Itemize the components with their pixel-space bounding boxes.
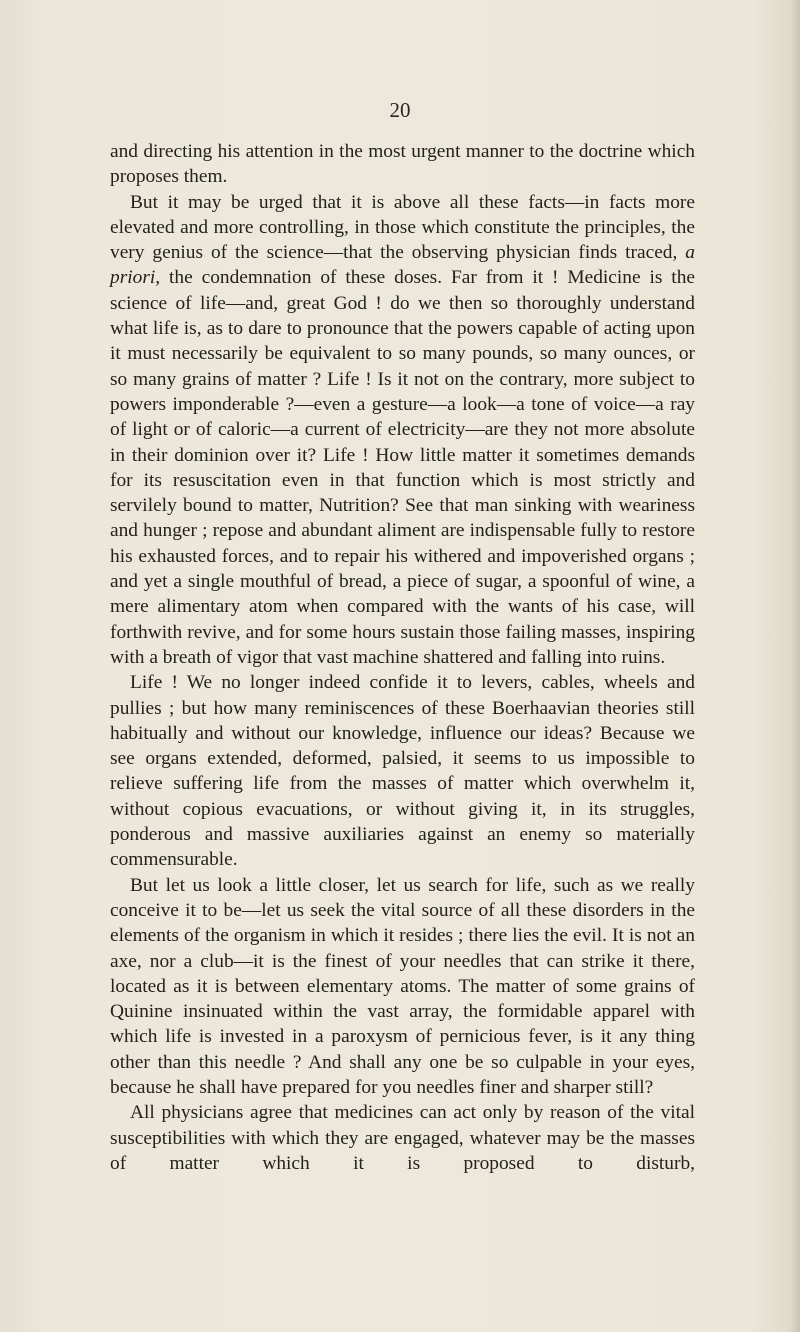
paragraph-continuation: and directing his attention in the most urgent manner to the doctrine which proposes them.	[110, 141, 695, 188]
page-edge-shadow	[790, 0, 800, 1332]
paragraph-emphasis: a priori,	[110, 242, 695, 289]
page-number: 20	[389, 98, 411, 122]
paragraph-text: the condemnation of these doses. Far from it ! Medicine is the science of life—and, great God ! do we then so thoroughly understand what life is, as to dare to pronounce that the powers capable of acting upon it must necessarily be equivalent to so many pounds, so many ounces, or so many grains of matter ? Life ! Is it not on the contrary, more subject to powers imponderable ?—even a gesture—a look—a tone of voice—a ray of light or of caloric—a current of electricity—are they not more absolute in their dominion over it? Life ! How little matter it sometimes demands for its resuscitation even in that function which is most strictly and servilely bound to matter, Nutrition? See that man sinking with weariness and hunger ; repose and abundant aliment are indispensable fully to restore his exhausted forces, and to repair his withered and impoverished organs ; and yet a single mouthful of bread, a piece of sugar, a spoonful of wine, a mere alimentary atom when compared with the wants of his case, will forthwith revive, and for some hours sustain those failing masses, inspiring with a breath of vigor that vast machine shattered and falling into ruins.	[110, 267, 695, 668]
paragraph-text: But it may be urged that it is above all these facts—in facts more elevated and more controlling, in those which constitute the principles, the very genius of the science—that the observing physician finds traced,	[110, 191, 695, 264]
paragraph: All physicians agree that medicines can act only by reason of the vital susceptibilities with which they are engaged, whatever may be the masses of matter which it is proposed to disturb,	[110, 1102, 695, 1174]
paragraph	[110, 190, 695, 671]
paragraph: But let us look a little closer, let us search for life, such as we really conceive it to be—let us seek the vital source of all these disorders in the elements of the organism in which it resides ; there lies the evil. It is not an axe, nor a club—it is the finest of your needles that can strike it there, located as it is between elementary atoms. The matter of some grains of Quinine insinuated within the vast array, the formidable apparel with which life is invested in a paroxysm of pernicious fever, is it any thing other than this needle ? And shall any one be so culpable in your eyes, because he shall have prepared for you needles finer and sharper still?	[110, 874, 695, 1098]
paragraph: Life ! We no longer indeed confide it to levers, cables, wheels and pullies ; but how many reminiscences of these Boerhaavian theories still habitually and without our knowledge, influence our ideas? Because we see organs extended, deformed, palsied, it seems to us impossible to relieve suffering life from the masses of matter which overwhelm it, without copious evacuations, or without giving it, in its struggles, ponderous and massive auxiliaries against an enemy so materially commensurable.	[110, 672, 695, 871]
body-text	[110, 139, 695, 1176]
